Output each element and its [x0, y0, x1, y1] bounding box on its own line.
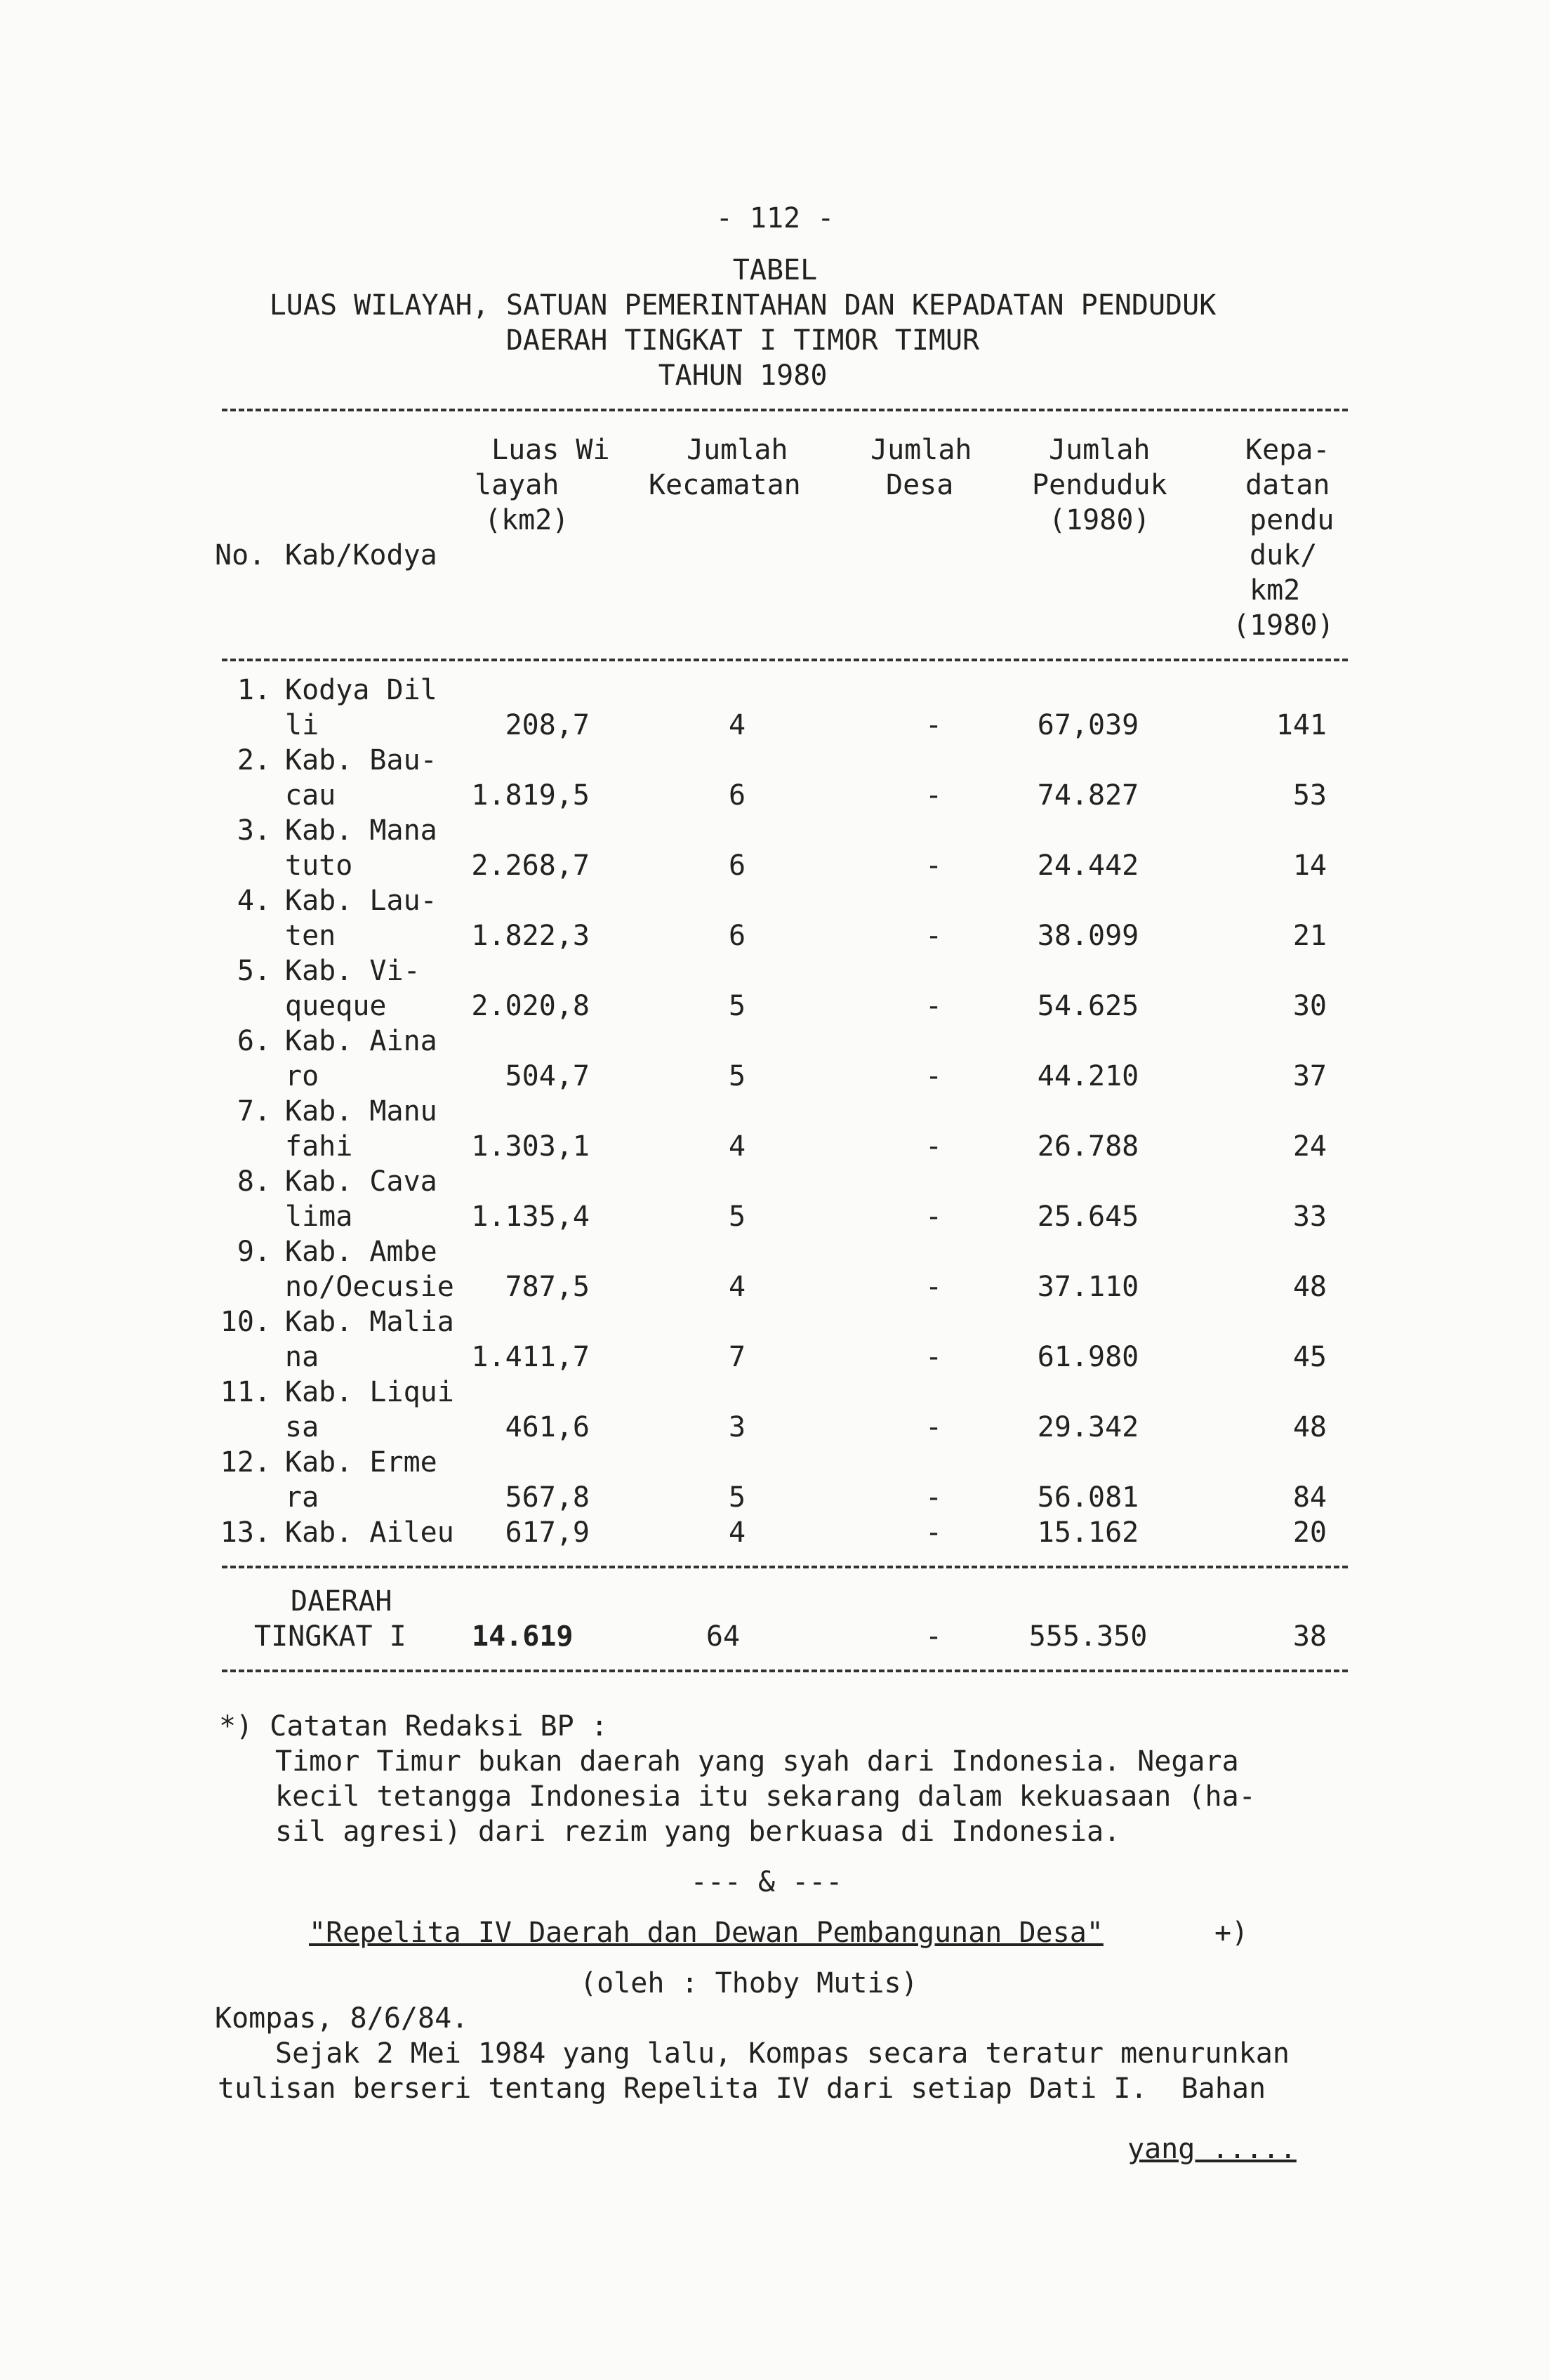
article-line: tulisan berseri tentang Repelita IV dari setiap Dati I. Bahan [218, 2072, 1266, 2105]
row-kepadatan: 21 [1292, 920, 1327, 952]
total-luas: 14.619 [472, 1620, 574, 1653]
table-title-label: TABEL [732, 254, 818, 286]
row-penduduk: 38.099 [1037, 920, 1139, 952]
row-desa: - [925, 920, 943, 952]
article-source: Kompas, 8/6/84. [215, 2002, 469, 2035]
row-name-line2: no/Oecusie [285, 1271, 454, 1303]
table-row [0, 1445, 1550, 1515]
row-luas: 461,6 [505, 1411, 590, 1443]
row-desa: - [925, 1411, 943, 1443]
total-rule-top [222, 1566, 1348, 1568]
total-rule-bottom [222, 1670, 1348, 1672]
row-desa: - [925, 1341, 943, 1373]
row-name-line2: tuto [285, 849, 353, 882]
row-kecamatan: 4 [728, 709, 746, 741]
header-pend-3: (1980) [1049, 504, 1151, 536]
row-penduduk: 29.342 [1037, 1411, 1139, 1443]
row-desa: - [925, 1201, 943, 1233]
row-kepadatan: 37 [1292, 1060, 1327, 1092]
row-penduduk: 26.788 [1037, 1130, 1139, 1163]
row-penduduk: 37.110 [1037, 1271, 1139, 1303]
row-name-line1: Kab. Bau- [285, 744, 437, 776]
row-name-line2: ten [285, 920, 336, 952]
total-row [0, 1584, 1550, 1654]
table-row [0, 743, 1550, 813]
row-kepadatan: 141 [1276, 709, 1327, 741]
total-penduduk: 555.350 [1028, 1620, 1148, 1653]
table-row [0, 1515, 1550, 1550]
row-kecamatan: 5 [728, 1481, 746, 1514]
row-number: 7. [237, 1095, 271, 1128]
table-row [0, 883, 1550, 953]
row-number: 3. [237, 814, 271, 847]
row-penduduk: 25.645 [1037, 1201, 1139, 1233]
header-kec-1: Jumlah [687, 434, 788, 466]
row-kepadatan: 53 [1292, 779, 1327, 812]
total-desa: - [925, 1620, 943, 1653]
row-kecamatan: 3 [728, 1411, 746, 1443]
header-kep-3: pendu [1250, 504, 1334, 536]
row-number: 12. [220, 1446, 271, 1479]
table-title-region: DAERAH TINGKAT I TIMOR TIMUR [505, 324, 980, 357]
header-kec-2: Kecamatan [649, 469, 801, 501]
row-desa: - [925, 1271, 943, 1303]
table-title-main: LUAS WILAYAH, SATUAN PEMERINTAHAN DAN KEPADATAN PENDUDUK [269, 289, 1217, 322]
table-row [0, 1375, 1550, 1445]
row-luas: 1.411,7 [471, 1341, 590, 1373]
row-desa: - [925, 1060, 943, 1092]
row-name-line1: Kab. Manu [285, 1095, 437, 1128]
row-kecamatan: 5 [728, 1201, 746, 1233]
row-name-line1: Kab. Liqui [285, 1376, 454, 1408]
row-kecamatan: 5 [728, 1060, 746, 1092]
row-luas: 2.268,7 [471, 849, 590, 882]
article-author: (oleh : Thoby Mutis) [580, 1967, 918, 1999]
row-name-line2: cau [285, 779, 336, 812]
row-kepadatan: 30 [1292, 990, 1327, 1022]
row-penduduk: 67,039 [1037, 709, 1139, 741]
article-continued: yang ..... [1127, 2133, 1297, 2165]
row-name-line2: lima [285, 1201, 353, 1233]
total-label-2: TINGKAT I [254, 1620, 406, 1653]
row-name-line2: ra [285, 1481, 319, 1514]
header-luas-3: (km2) [484, 504, 569, 536]
header-rule [222, 659, 1348, 661]
header-pend-1: Jumlah [1049, 434, 1151, 466]
header-desa-1: Jumlah [870, 434, 972, 466]
row-luas: 2.020,8 [471, 990, 590, 1022]
row-kepadatan: 48 [1292, 1411, 1327, 1443]
row-kepadatan: 45 [1292, 1341, 1327, 1373]
row-kepadatan: 14 [1292, 849, 1327, 882]
row-kepadatan: 48 [1292, 1271, 1327, 1303]
row-number: 10. [220, 1306, 271, 1338]
row-penduduk: 54.625 [1037, 990, 1139, 1022]
table-title-year: TAHUN 1980 [658, 359, 828, 392]
article-mark: +) [1214, 1917, 1249, 1949]
row-luas: 617,9 [505, 1516, 590, 1549]
header-kab: Kab/Kodya [285, 539, 437, 571]
row-desa: - [925, 1130, 943, 1163]
table-row [0, 1024, 1550, 1094]
table-row [0, 1304, 1550, 1375]
row-luas: 1.303,1 [471, 1130, 590, 1163]
row-kecamatan: 6 [728, 779, 746, 812]
row-number: 4. [237, 885, 271, 917]
header-luas-2: layah [475, 469, 559, 501]
row-kecamatan: 5 [728, 990, 746, 1022]
row-penduduk: 56.081 [1037, 1481, 1139, 1514]
article-line: Sejak 2 Mei 1984 yang lalu, Kompas secara teratur menurunkan [275, 2037, 1290, 2070]
table-row [0, 813, 1550, 883]
table-row [0, 673, 1550, 743]
row-name-line1: Kab. Lau- [285, 885, 437, 917]
header-desa-2: Desa [886, 469, 954, 501]
row-kecamatan: 4 [728, 1130, 746, 1163]
separator: --- & --- [690, 1866, 843, 1898]
row-name-line1: Kab. Cava [285, 1165, 437, 1198]
row-name: Kab. Aileu [285, 1516, 454, 1549]
row-number: 6. [237, 1025, 271, 1057]
row-kepadatan: 84 [1292, 1481, 1327, 1514]
table-row [0, 953, 1550, 1024]
row-desa: - [925, 1516, 943, 1549]
row-kecamatan: 6 [728, 920, 746, 952]
row-penduduk: 74.827 [1037, 779, 1139, 812]
row-desa: - [925, 990, 943, 1022]
header-pend-2: Penduduk [1032, 469, 1167, 501]
row-penduduk: 15.162 [1037, 1516, 1139, 1549]
row-number: 13. [220, 1516, 271, 1549]
row-name-line2: fahi [285, 1130, 353, 1163]
row-name-line1: Kab. Malia [285, 1306, 454, 1338]
note-line: kecil tetangga Indonesia itu sekarang dalam kekuasaan (ha- [275, 1780, 1256, 1813]
note-heading: *) Catatan Redaksi BP : [219, 1710, 608, 1743]
row-number: 8. [237, 1165, 271, 1198]
note-line: Timor Timur bukan daerah yang syah dari Indonesia. Negara [275, 1745, 1239, 1778]
top-rule [222, 409, 1348, 411]
header-kep-5: km2 [1250, 574, 1301, 607]
row-name-line1: Kab. Mana [285, 814, 437, 847]
row-kepadatan: 24 [1292, 1130, 1327, 1163]
row-number: 2. [237, 744, 271, 776]
header-kep-1: Kepa- [1245, 434, 1330, 466]
row-luas: 567,8 [505, 1481, 590, 1514]
table-row [0, 1164, 1550, 1234]
table-row [0, 1094, 1550, 1164]
row-name-line1: Kab. Aina [285, 1025, 437, 1057]
row-name-line1: Kab. Ambe [285, 1236, 437, 1268]
header-luas-1: Luas Wi [491, 434, 610, 466]
row-luas: 1.822,3 [471, 920, 590, 952]
row-penduduk: 24.442 [1037, 849, 1139, 882]
row-name-line2: sa [285, 1411, 319, 1443]
row-kecamatan: 4 [728, 1271, 746, 1303]
row-luas: 787,5 [505, 1271, 590, 1303]
row-kepadatan: 33 [1292, 1201, 1327, 1233]
total-kecamatan: 64 [706, 1620, 741, 1653]
page-number: - 112 - [715, 202, 835, 234]
row-name-line2: ro [285, 1060, 319, 1092]
row-number: 5. [237, 955, 271, 987]
total-kepadatan: 38 [1292, 1620, 1327, 1653]
header-kep-2: datan [1245, 469, 1330, 501]
row-name-line1: Kab. Erme [285, 1446, 437, 1479]
article-title: "Repelita IV Daerah dan Dewan Pembangunan Desa" [309, 1917, 1104, 1949]
row-name-line1: Kodya Dil [285, 674, 437, 706]
row-kepadatan: 20 [1292, 1516, 1327, 1549]
header-no: No. [215, 539, 266, 571]
row-desa: - [925, 1481, 943, 1514]
row-kecamatan: 4 [728, 1516, 746, 1549]
total-label-1: DAERAH [291, 1585, 392, 1618]
row-name-line1: Kab. Vi- [285, 955, 420, 987]
row-number: 9. [237, 1236, 271, 1268]
header-kep-6: (1980) [1233, 609, 1334, 642]
row-penduduk: 44.210 [1037, 1060, 1139, 1092]
header-kep-4: duk/ [1250, 539, 1318, 571]
row-penduduk: 61.980 [1037, 1341, 1139, 1373]
row-kecamatan: 6 [728, 849, 746, 882]
row-number: 11. [220, 1376, 271, 1408]
note-line: sil agresi) dari rezim yang berkuasa di Indonesia. [275, 1816, 1121, 1848]
row-luas: 1.819,5 [471, 779, 590, 812]
row-name-line2: na [285, 1341, 319, 1373]
row-name-line2: li [285, 709, 319, 741]
row-kecamatan: 7 [728, 1341, 746, 1373]
row-luas: 504,7 [505, 1060, 590, 1092]
row-desa: - [925, 849, 943, 882]
row-name-line2: queque [285, 990, 387, 1022]
row-number: 1. [237, 674, 271, 706]
row-luas: 208,7 [505, 709, 590, 741]
row-desa: - [925, 709, 943, 741]
row-desa: - [925, 779, 943, 812]
row-luas: 1.135,4 [471, 1201, 590, 1233]
table-row [0, 1234, 1550, 1304]
